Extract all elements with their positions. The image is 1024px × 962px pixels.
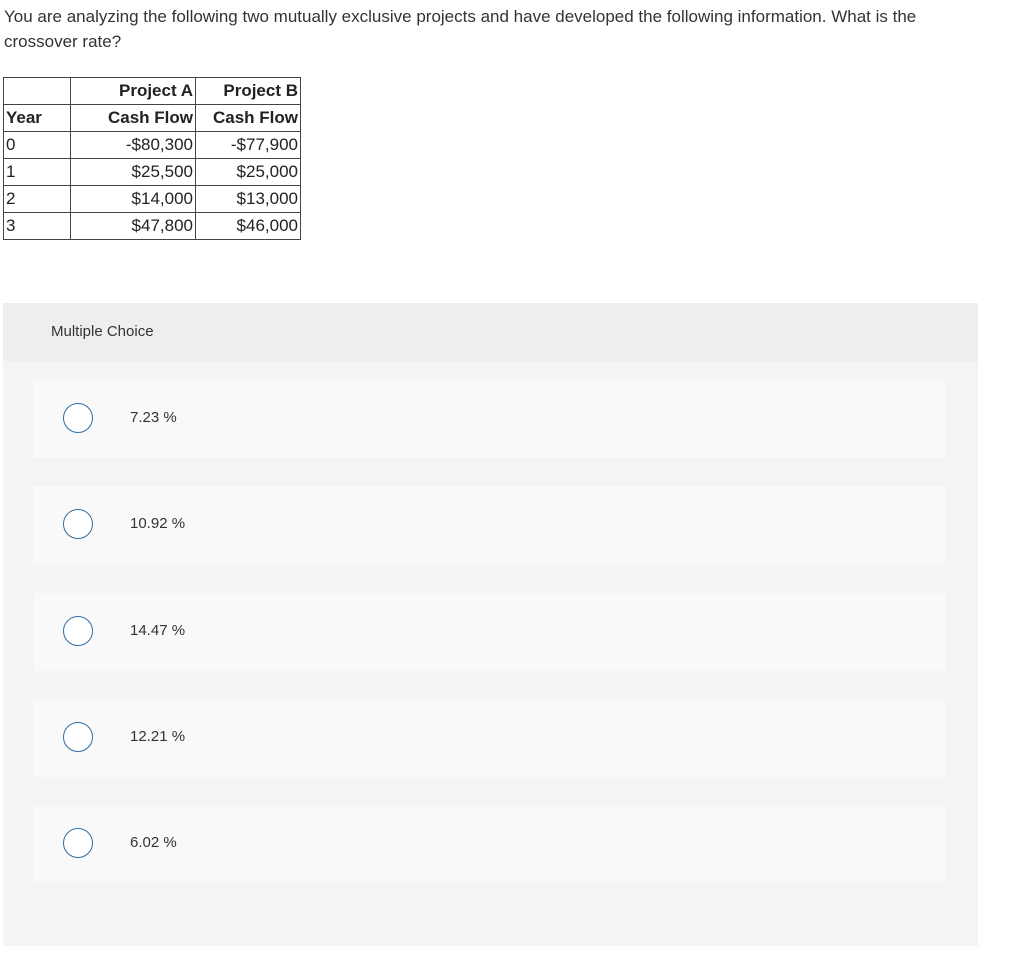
table-cell-year: 3	[4, 213, 71, 240]
table-row	[4, 132, 301, 159]
radio-button[interactable]	[63, 722, 93, 752]
table-row	[4, 159, 301, 186]
answer-option[interactable]	[33, 699, 945, 777]
question-text: You are analyzing the following two mutually exclusive projects and have developed the following information. What is the crossover rate?	[4, 7, 917, 51]
answer-option[interactable]	[33, 805, 945, 883]
table-cell-year: 0	[4, 132, 71, 159]
table-row	[4, 213, 301, 240]
table-cell-project-a: -$80,300	[71, 132, 196, 159]
answer-option-label: 7.23 %	[130, 409, 177, 426]
table-header-cell: Project A	[71, 78, 196, 105]
table-header-cell: Cash Flow	[71, 105, 196, 132]
table-cell-project-b: $25,000	[196, 159, 301, 186]
answer-option-label: 14.47 %	[130, 622, 186, 639]
multiple-choice-header	[3, 303, 978, 361]
multiple-choice-label: Multiple Choice	[51, 323, 154, 340]
radio-button[interactable]	[63, 828, 93, 858]
table-header-cell: Year	[4, 105, 71, 132]
table-cell-project-a: $25,500	[71, 159, 196, 186]
table-cell-year: 2	[4, 186, 71, 213]
answer-option-label: 10.92 %	[130, 515, 186, 532]
table-header-row	[4, 78, 301, 105]
table-cell-project-a: $14,000	[71, 186, 196, 213]
radio-button[interactable]	[63, 616, 93, 646]
table-cell-project-b: $46,000	[196, 213, 301, 240]
table-cell-year: 1	[4, 159, 71, 186]
multiple-choice-panel	[3, 303, 978, 946]
table-row	[4, 186, 301, 213]
radio-button[interactable]	[63, 403, 93, 433]
table-header-row	[4, 105, 301, 132]
table-cell-project-a: $47,800	[71, 213, 196, 240]
table-header-cell: Cash Flow	[196, 105, 301, 132]
table-header-cell: Project B	[196, 78, 301, 105]
cash-flow-table	[3, 77, 301, 240]
answer-option-label: 6.02 %	[130, 834, 177, 851]
table-cell-project-b: $13,000	[196, 186, 301, 213]
radio-button[interactable]	[63, 509, 93, 539]
answer-option[interactable]	[33, 486, 945, 564]
answer-option-label: 12.21 %	[130, 728, 186, 745]
table-header-cell	[4, 78, 71, 105]
answer-option[interactable]	[33, 380, 945, 458]
answer-option[interactable]	[33, 593, 945, 671]
table-cell-project-b: -$77,900	[196, 132, 301, 159]
